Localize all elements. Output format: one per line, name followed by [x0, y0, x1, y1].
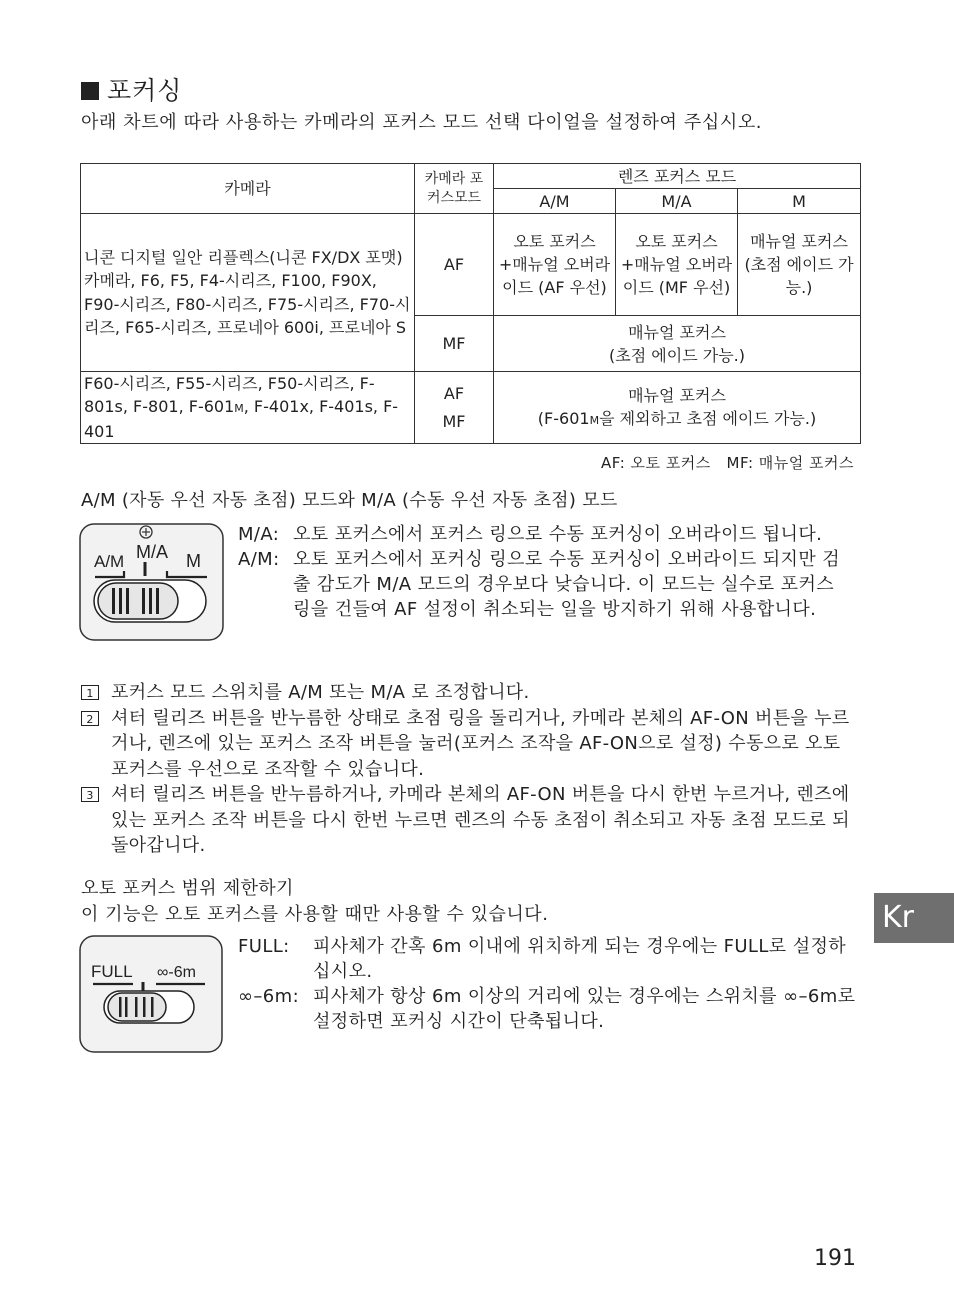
header-m: M	[738, 189, 861, 214]
step-number-1: 1	[81, 685, 99, 700]
group1-af-label: AF	[415, 214, 494, 316]
switch-label-ma: M/A	[136, 542, 169, 562]
step-1: 1 포커스 모드 스위치를 A/M 또는 M/A 로 조정합니다.	[81, 680, 861, 706]
switch-label-inf6: ∞-6m	[157, 964, 196, 981]
definition-inf6: ∞–6m: 피사체가 항상 6m 이상의 거리에 있는 경우에는 스위치를 ∞–6m로 설정하면 포커싱 시간이 단축됩니다.	[238, 986, 856, 1032]
header-am: A/M	[494, 189, 616, 214]
camera-group-2: F60-시리즈, F55-시리즈, F50-시리즈, F-801s, F-801, F-601M, F-401x, F-401s, F-401	[81, 372, 415, 444]
language-tab-kr: Kr	[874, 893, 954, 943]
step-2: 2 셔터 릴리즈 버튼을 반누름한 상태로 초점 링을 돌리거나, 카메라 본체의 AF-ON 버튼을 누르거나, 렌즈에 있는 포커스 조작 버튼을 눌러(포커스 조작을 AF-ON으로 설정) 수동으로 오토 포커스를 우선으로 조작할 수 있습니다.	[81, 706, 861, 783]
step-number-2: 2	[81, 711, 99, 726]
am-ma-heading: A/M (자동 우선 자동 초점) 모드와 M/A (수동 우선 자동 초점) 모드	[81, 490, 618, 511]
switch-label-am: A/M	[94, 552, 125, 571]
steps-list	[81, 680, 861, 859]
header-ma: M/A	[616, 189, 738, 214]
camera-group-1: 니콘 디지털 일안 리플렉스(니콘 FX/DX 포맷) 카메라, F6, F5, F4-시리즈, F100, F90X, F90-시리즈, F80-시리즈, F75-시리즈, F70-시리즈, F65-시리즈, 프로네아 600i, 프로네아 S	[81, 214, 415, 372]
table-legend: AF: 오토 포커스 MF: 매뉴얼 포커스	[600, 454, 854, 472]
definition-ma: M/A: 오토 포커스에서 포커스 링으로 수동 포커싱이 오버라이드 됩니다.	[238, 524, 823, 545]
header-camera: 카메라	[81, 164, 415, 214]
definition-am: A/M: 오토 포커스에서 포커싱 링으로 수동 포커싱이 오버라이드 되지만 검출 감도가 M/A 모드의 경우보다 낮습니다. 이 모드는 실수로 포커스 링을 건들여 AF 설정이 취소되는 일을 방지하기 위해 사용합니다.	[238, 549, 841, 620]
limit-intro: 이 기능은 오토 포커스를 사용할 때만 사용할 수 있습니다.	[81, 904, 549, 925]
group1-mf-label: MF	[415, 316, 494, 372]
definition-full: FULL: 피사체가 간혹 6m 이내에 위치하게 되는 경우에는 FULL로 설정하십시오.	[238, 936, 847, 982]
limit-definitions	[238, 934, 858, 1034]
focus-limit-switch-illustration	[79, 934, 225, 1056]
am-ma-definitions	[238, 522, 848, 622]
switch-label-m: M	[186, 551, 201, 571]
focus-mode-table	[80, 163, 861, 444]
switch-label-full: FULL	[91, 962, 133, 981]
group2-mode-labels: AF MF	[415, 372, 494, 444]
header-lens-focus-mode: 렌즈 포커스 모드	[494, 164, 861, 189]
group2-all: 매뉴얼 포커스 (F-601M을 제외하고 초점 에이드 가능.)	[494, 372, 861, 444]
step-3: 3 셔터 릴리즈 버튼을 반누름하거나, 카메라 본체의 AF-ON 버튼을 다시 한번 누르거나, 렌즈에 있는 포커스 조작 버튼을 다시 한번 누르면 렌즈의 수동 초점이 취소되고 자동 초점 모드로 되돌아갑니다.	[81, 782, 861, 859]
group1-af-m: 매뉴얼 포커스 (초점 에이드 가능.)	[738, 214, 861, 316]
page-number: 191	[814, 1246, 856, 1271]
section-title-text: 포커싱	[107, 76, 183, 105]
step-number-3: 3	[81, 787, 99, 802]
group1-af-ma: 오토 포커스 +매뉴얼 오버라이드 (MF 우선)	[616, 214, 738, 316]
header-camera-focus-mode: 카메라 포 커스모드	[415, 164, 494, 214]
group1-mf-all: 매뉴얼 포커스 (초점 에이드 가능.)	[494, 316, 861, 372]
focus-mode-switch-illustration	[79, 520, 225, 642]
section-title	[81, 74, 182, 108]
intro-text: 아래 차트에 따라 사용하는 카메라의 포커스 모드 선택 다이얼을 설정하여 주십시오.	[81, 112, 763, 133]
square-bullet-icon	[81, 82, 99, 100]
group1-af-am: 오토 포커스 +매뉴얼 오버라이드 (AF 우선)	[494, 214, 616, 316]
limit-heading: 오토 포커스 범위 제한하기	[81, 878, 294, 899]
